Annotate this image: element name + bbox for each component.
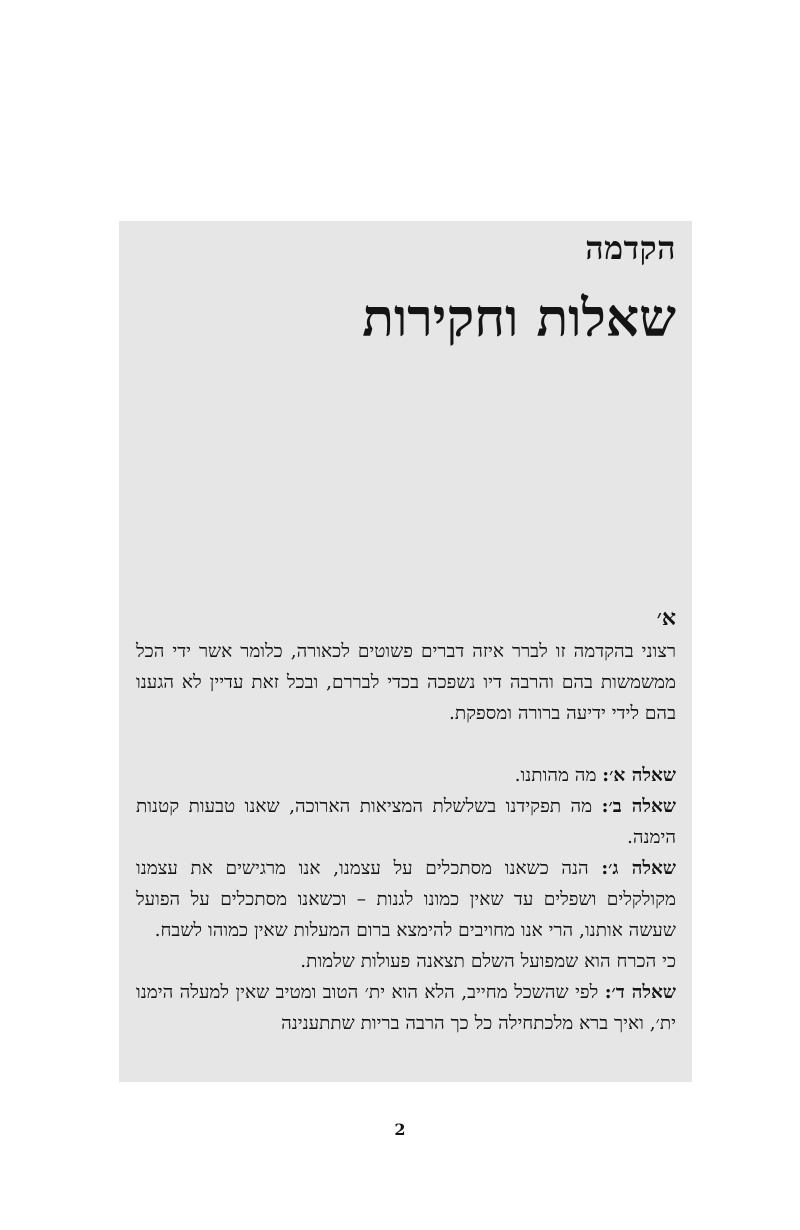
question-c [136, 853, 676, 946]
question-label: שאלה א׳: [602, 765, 676, 786]
question-text: כי הכרח הוא שמפועל השלם תצאנה פעולות שלמות. [300, 951, 676, 972]
body-text [136, 600, 676, 1039]
questions-list [136, 760, 676, 1039]
question-text: מה תפקידנו בשלשלת המציאות הארוכה, שאנו טבעות קטנות הימנה. [136, 796, 676, 848]
chapter-label: הקדמה [585, 229, 676, 267]
question-label: שאלה ג׳: [601, 858, 676, 879]
intro-paragraph: רצוני בהקדמה זו לברר איזה דברים פשוטים לכאורה, כלומר אשר ידי הכל ממשמשות בהם והרבה דיו נשפכה בכדי לבררם, ובכל זאת עדיין לא הגענו בהם לידי ידיעה ברורה ומספקת. [136, 641, 676, 724]
chapter-title: שאלות וחקירות [362, 288, 676, 349]
question-b [136, 791, 676, 853]
question-label: שאלה ד׳: [604, 982, 676, 1003]
question-a [136, 760, 676, 791]
page-number: 2 [394, 1120, 406, 1139]
question-d [136, 977, 676, 1039]
question-text: הנה כשאנו מסתכלים על עצמנו, אנו מרגישים את עצמנו מקולקלים ושפלים עד שאין כמונו לגנות – וכשאנו מסתכלים על הפועל שעשה אותנו, הרי אנו מחויבים להימצא ברום המעלות שאין כמוהו לשבח. [136, 858, 676, 941]
question-text: לפי שהשכל מחייב, הלא הוא ית׳ הטוב ומטיב שאין למעלה הימנו ית׳, ואיך ברא מלכתחילה כל כך הרבה בריות שתתענינה [136, 982, 676, 1034]
section-letter: א׳ [656, 605, 676, 631]
question-label: שאלה ב׳: [601, 796, 676, 817]
question-text: מה מהותנו. [514, 765, 603, 786]
question-c-continuation [136, 946, 676, 977]
